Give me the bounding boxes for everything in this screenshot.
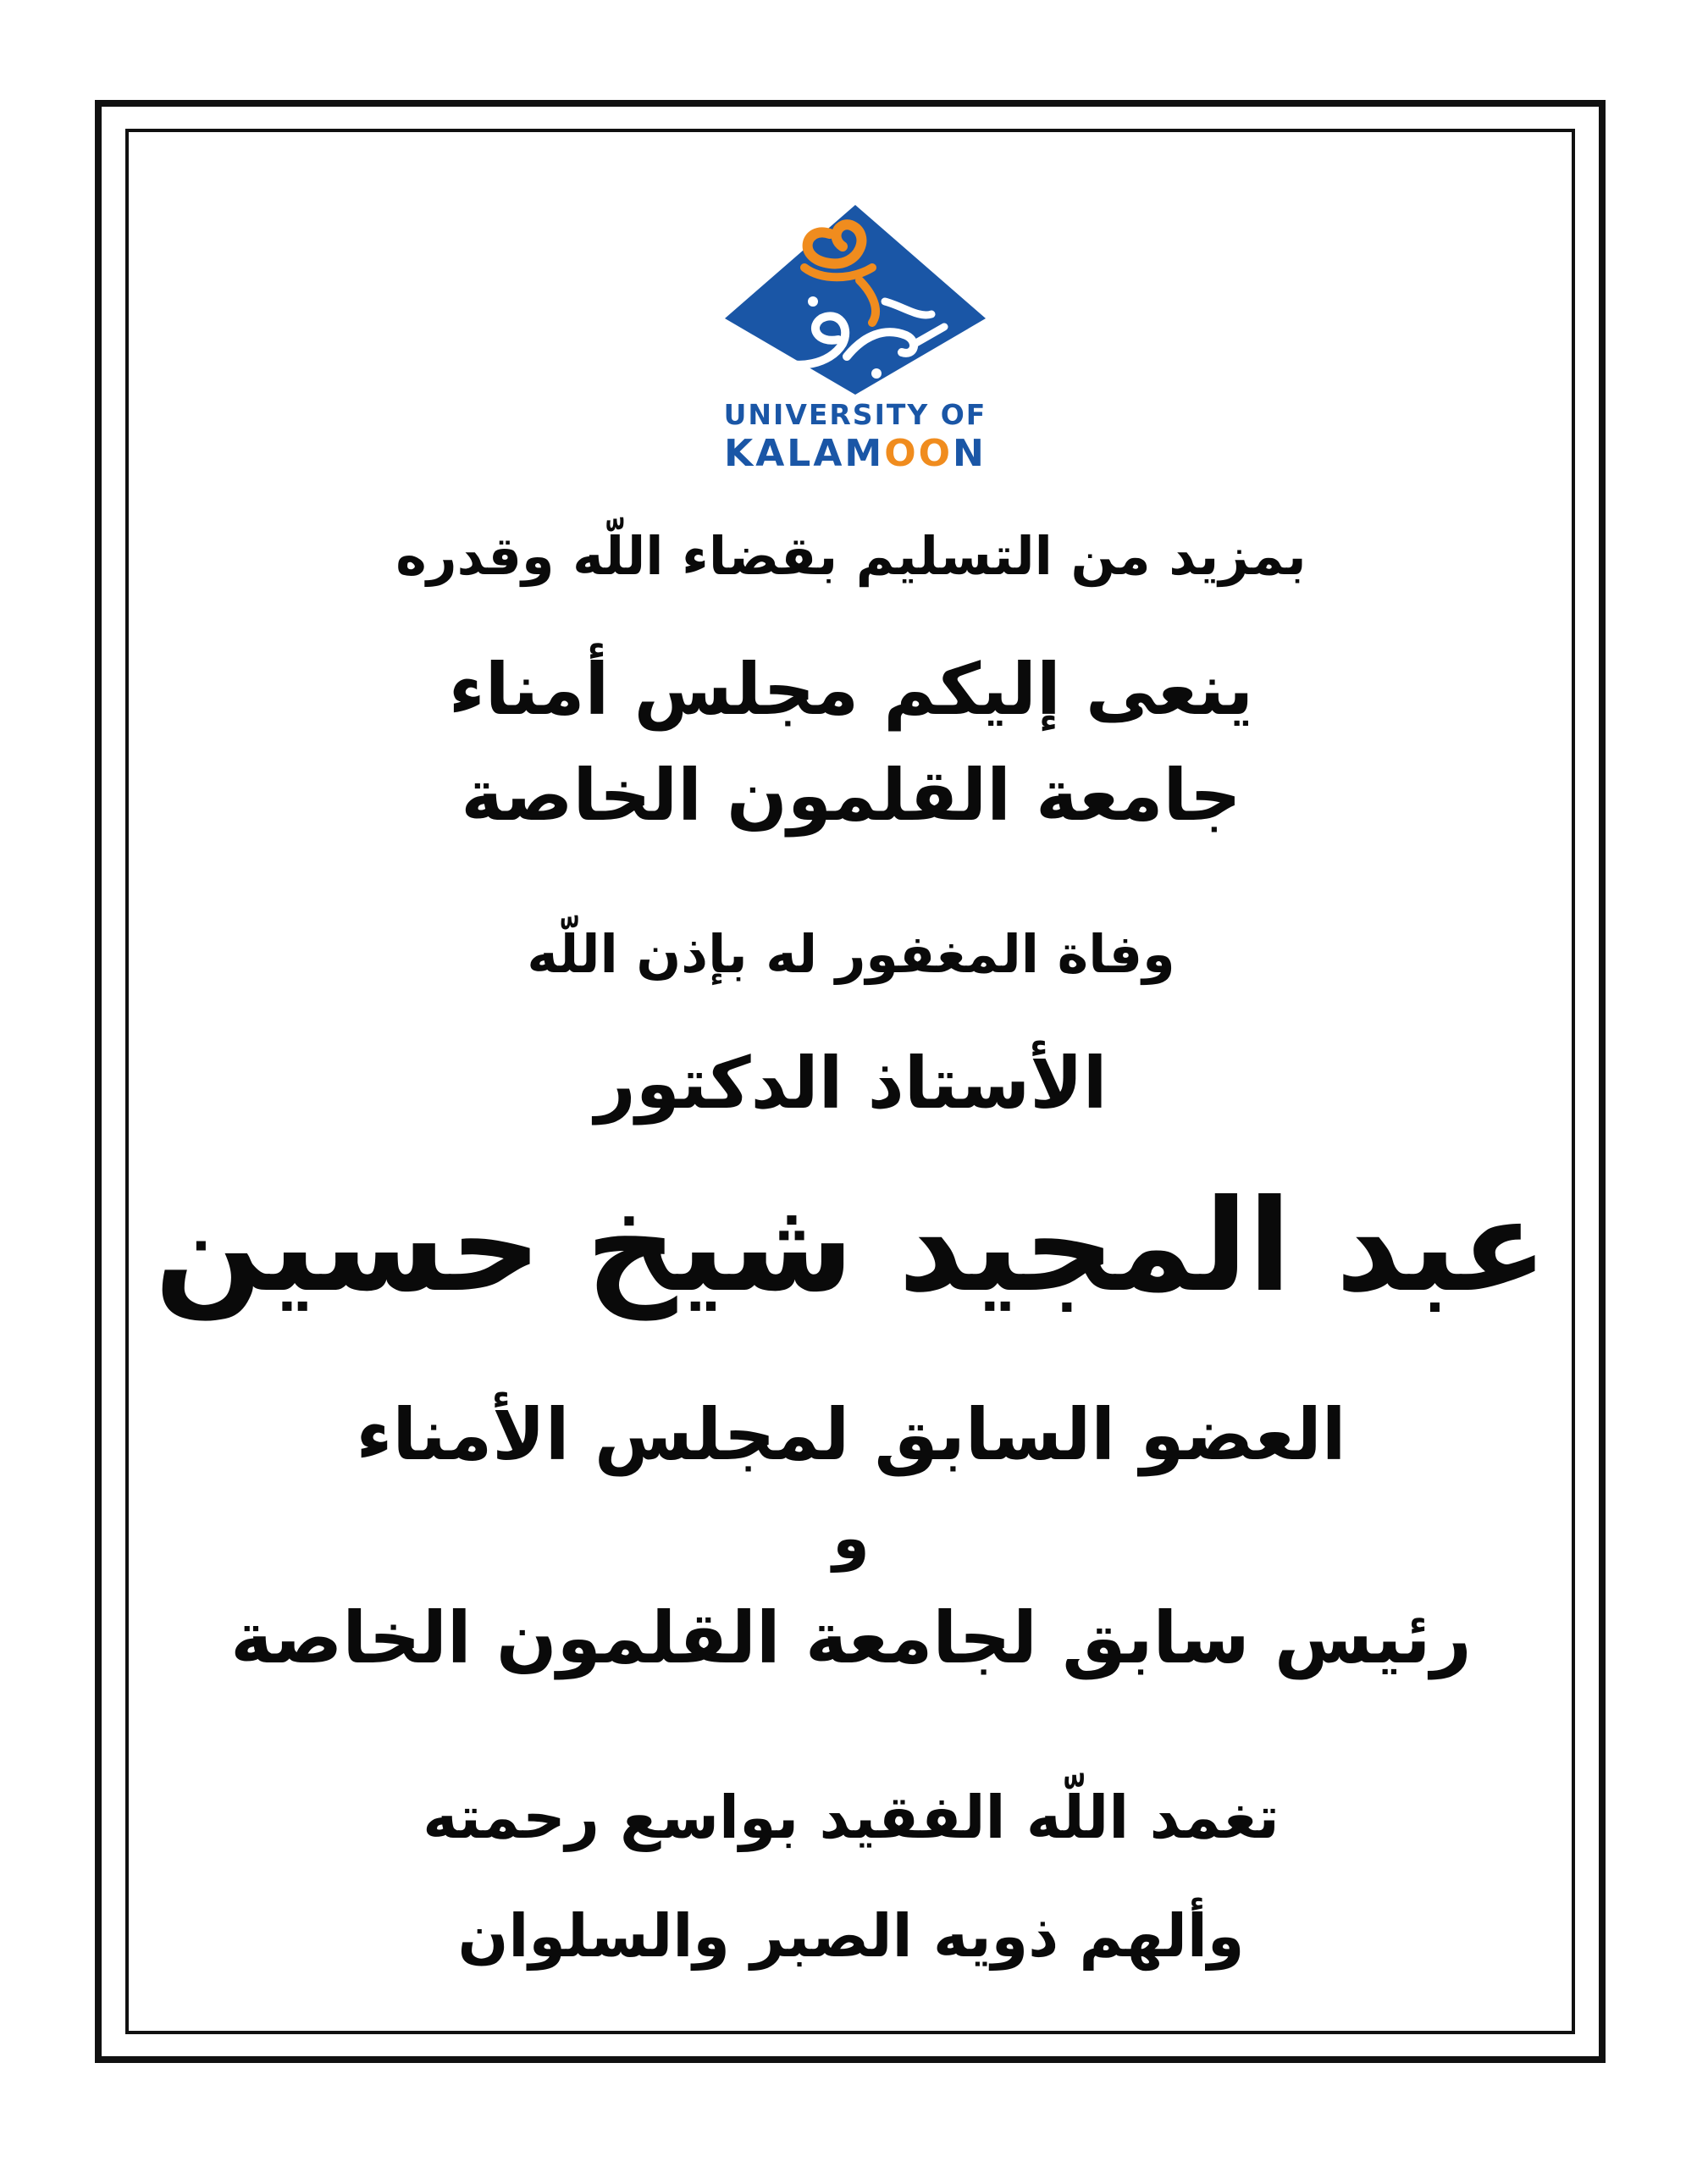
announcer-line-2: جامعة القلمون الخاصة xyxy=(461,754,1241,837)
death-notice-line: وفاة المغفور له بإذن اللّه xyxy=(527,923,1175,985)
prayer-line-2: وألهم ذويه الصبر والسلوان xyxy=(457,1901,1245,1971)
academic-title: الأستاذ الدكتور xyxy=(594,1042,1108,1125)
role-board-member: العضو السابق لمجلس الأمناء xyxy=(356,1393,1346,1476)
intro-line: بمزيد من التسليم بقضاء اللّه وقدره xyxy=(395,525,1307,587)
logo-text-oo: OO xyxy=(884,432,953,475)
deceased-name: عبد المجيد شيخ حسين xyxy=(154,1173,1548,1320)
logo-text-line1: UNIVERSITY OF xyxy=(723,398,987,431)
role-former-president: رئيس سابق لجامعة القلمون الخاصة xyxy=(230,1596,1472,1679)
announcer-line-1: ينعى إليكم مجلس أمناء xyxy=(448,648,1254,731)
logo-emblem-icon xyxy=(703,200,1008,399)
logo-text-n: N xyxy=(953,432,987,475)
logo-text-kalam: KALAM xyxy=(724,432,885,475)
conjunction: و xyxy=(832,1503,870,1573)
logo-text-line2 xyxy=(703,432,1008,475)
prayer-line-1: تغمد اللّه الفقيد بواسع رحمته xyxy=(423,1783,1280,1852)
university-logo xyxy=(703,200,1008,479)
